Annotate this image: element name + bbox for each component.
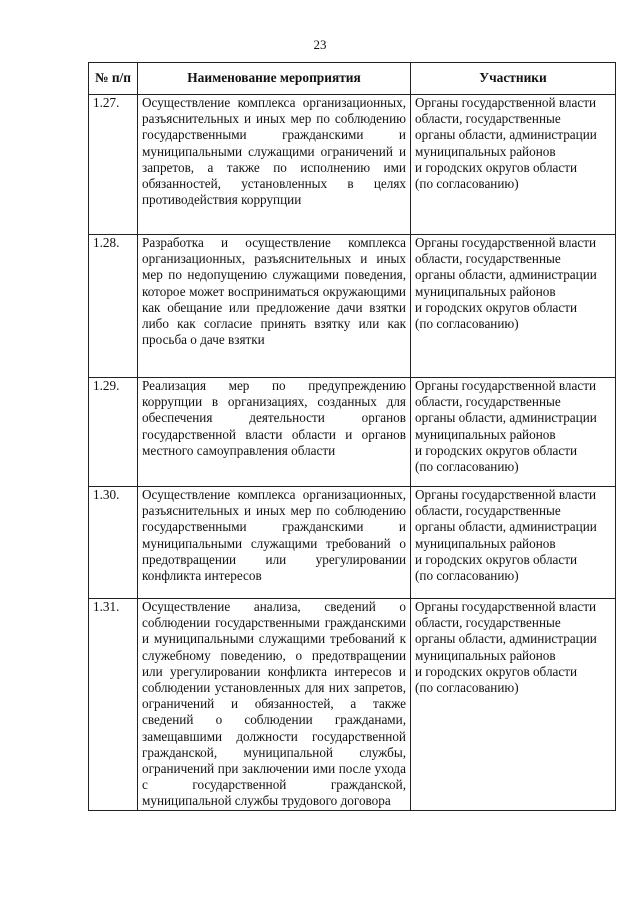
header-participants: Участники	[411, 63, 616, 95]
table-header-row	[89, 63, 616, 95]
row-name: Осуществление комплекса организационных, разъяснительных и иных мер по соблюдению государственными гражданскими и муниципальными служащими ограничений и запретов, а также по исполнению ими обязанностей, установленных в целях противодействия коррупции	[138, 95, 411, 235]
participants-line: органы области, администрации	[415, 631, 597, 647]
table-row	[89, 599, 616, 811]
participants-line: органы области, администрации	[415, 519, 597, 535]
participants-line: муниципальных районов	[415, 647, 556, 663]
header-num: № п/п	[89, 63, 138, 95]
row-num: 1.30.	[89, 487, 138, 599]
participants-line: Органы государственной власти	[415, 95, 597, 110]
participants-line: муниципальных районов	[415, 535, 556, 551]
participants-line: и городских округов области	[415, 299, 578, 315]
participants-line: муниципальных районов	[415, 283, 556, 299]
row-num: 1.28.	[89, 235, 138, 378]
participants-line: и городских округов области	[415, 663, 578, 679]
participants-line: области, государственные	[415, 394, 561, 410]
participants-line: органы области, администрации	[415, 410, 597, 426]
participants-line: (по согласованию)	[415, 316, 519, 332]
row-participants	[411, 599, 616, 811]
table-row	[89, 378, 616, 487]
participants-line: органы области, администрации	[415, 267, 597, 283]
participants-line: области, государственные	[415, 251, 561, 267]
participants-line: (по согласованию)	[415, 680, 519, 696]
table-row	[89, 95, 616, 235]
row-num: 1.29.	[89, 378, 138, 487]
participants-line: (по согласованию)	[415, 459, 519, 475]
participants-line: и городских округов области	[415, 442, 578, 458]
participants-line: Органы государственной власти	[415, 487, 597, 502]
participants-line: и городских округов области	[415, 159, 578, 175]
row-name: Осуществление анализа, сведений о соблюдении государственными гражданскими и муниципальными служащими требований к служебному поведению, о предотвращении или урегулировании конфликта интересов и соблюдении установленных для них запретов, ограничений и обязанностей, а также сведений о соблюдении гражданами, замещавшими должности государственной гражданской, муниципальной службы, ограничений при заключении ими после ухода с государственной гражданской, муниципальной службы трудового договора	[138, 599, 411, 811]
participants-line: (по согласованию)	[415, 568, 519, 584]
table-row	[89, 487, 616, 599]
row-name: Реализация мер по предупреждению коррупции в организациях, созданных для обеспечения деятельности органов государственной власти области и органов местного самоуправления области	[138, 378, 411, 487]
table-row	[89, 235, 616, 378]
row-num: 1.27.	[89, 95, 138, 235]
row-num: 1.31.	[89, 599, 138, 811]
participants-line: области, государственные	[415, 111, 561, 127]
measures-table	[88, 62, 616, 811]
participants-line: области, государственные	[415, 503, 561, 519]
row-participants	[411, 487, 616, 599]
participants-line: (по согласованию)	[415, 176, 519, 192]
participants-line: муниципальных районов	[415, 426, 556, 442]
row-participants	[411, 95, 616, 235]
participants-line: области, государственные	[415, 615, 561, 631]
participants-line: органы области, администрации	[415, 127, 597, 143]
row-participants	[411, 378, 616, 487]
row-participants	[411, 235, 616, 378]
row-name: Осуществление комплекса организационных, разъяснительных и иных мер по соблюдению государственными гражданскими и муниципальными служащими требований о предотвращении или урегулировании конфликта интересов	[138, 487, 411, 599]
participants-line: и городских округов области	[415, 551, 578, 567]
participants-line: Органы государственной власти	[415, 599, 597, 614]
header-name: Наименование мероприятия	[138, 63, 411, 95]
page-number: 23	[313, 37, 327, 52]
participants-line: муниципальных районов	[415, 143, 556, 159]
participants-line: Органы государственной власти	[415, 235, 597, 250]
participants-line: Органы государственной власти	[415, 378, 597, 393]
row-name: Разработка и осуществление комплекса организационных, разъяснительных и иных мер по недопущению служащими поведения, которое может восприниматься окружающими как обещание или предложение дачи взятки либо как согласие принять взятку или как просьба о даче взятки	[138, 235, 411, 378]
